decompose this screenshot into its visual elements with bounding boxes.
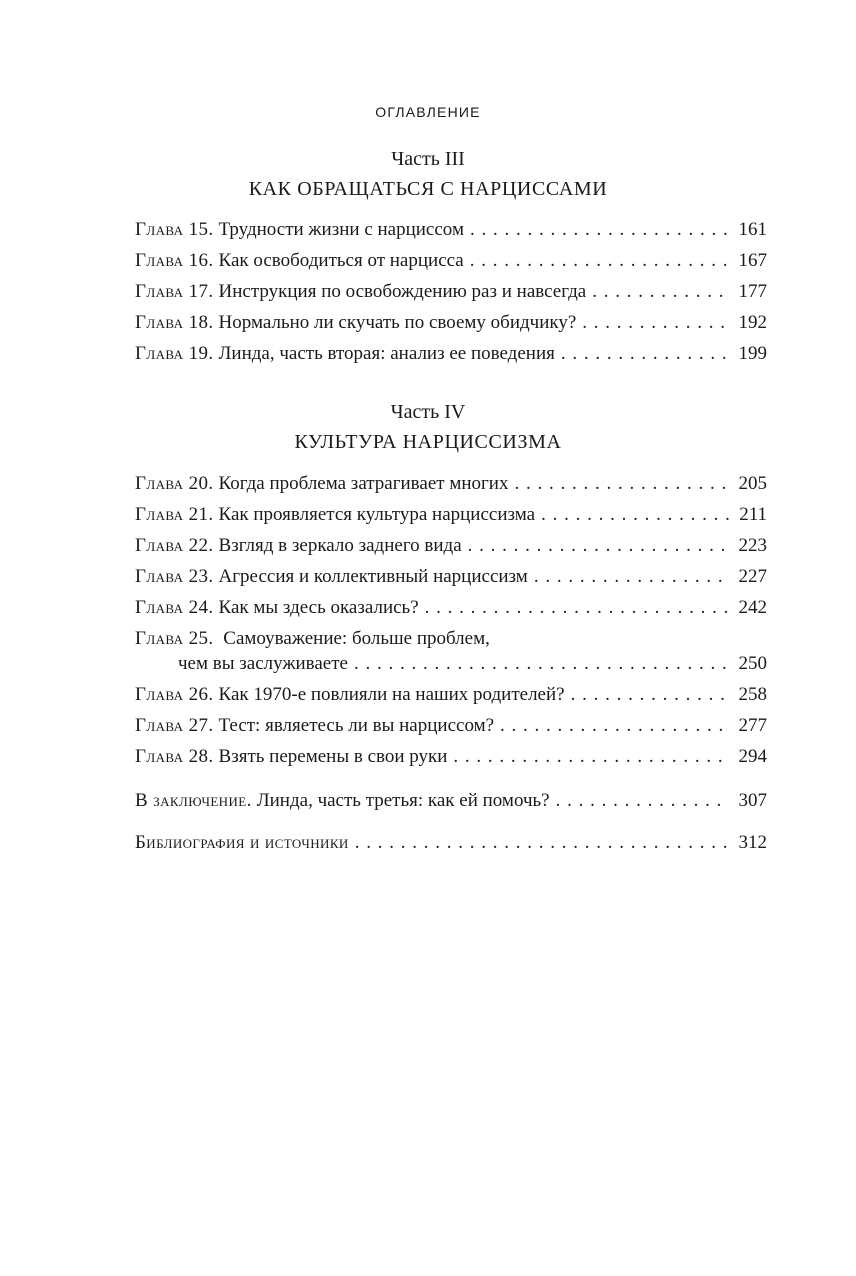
chapter-number: Глава 21.: [135, 504, 214, 525]
leader-dots: [508, 471, 728, 497]
page-number: 277: [738, 715, 767, 736]
toc-entry-chapter-25-line2[interactable]: [178, 651, 767, 677]
page-number: 177: [738, 281, 767, 302]
chapter-title: Инструкция по освобождению раз и навсегда: [218, 281, 587, 302]
chapter-number: Глава 27.: [135, 715, 214, 736]
part-4-title: КУЛЬТУРА НАРЦИССИЗМА: [294, 431, 562, 453]
leader-dots: [586, 279, 728, 305]
page-number: 167: [738, 250, 767, 271]
page-number: 294: [738, 746, 767, 767]
toc-entry-chapter-15[interactable]: [135, 217, 767, 243]
chapter-number: Глава 20.: [135, 473, 214, 494]
chapter-number: Глава 18.: [135, 312, 214, 333]
chapter-number: Глава 19.: [135, 343, 214, 364]
toc-entry-chapter-24[interactable]: [135, 595, 767, 621]
chapter-number: Глава 28.: [135, 746, 214, 767]
chapter-number: Глава 23.: [135, 566, 214, 587]
page-number: 161: [738, 219, 767, 240]
chapter-title: Трудности жизни с нарциссом: [218, 219, 464, 240]
chapter-number: Глава 24.: [135, 597, 214, 618]
toc-entry-chapter-27[interactable]: [135, 713, 767, 739]
toc-entry-chapter-20[interactable]: [135, 471, 767, 497]
chapter-number: Глава 26.: [135, 684, 214, 705]
chapter-number: Глава 17.: [135, 281, 214, 302]
page-number: 307: [738, 790, 767, 811]
chapter-title: Как проявляется культура нарциссизма: [218, 504, 536, 525]
chapter-title-continuation: чем вы заслуживаете: [178, 653, 348, 674]
leader-dots: [464, 248, 729, 274]
chapter-title: Взять перемены в свои руки: [218, 746, 448, 767]
chapter-title: Как мы здесь оказались?: [218, 597, 419, 618]
running-head: ОГЛАВЛЕНИЕ: [375, 104, 481, 120]
chapter-number: Глава 16.: [135, 250, 214, 271]
chapter-title: Когда проблема затрагивает многих: [218, 473, 509, 494]
leader-dots: [462, 533, 729, 559]
leader-dots: [565, 682, 729, 708]
page-number: 227: [738, 566, 767, 587]
toc-entry-bibliography[interactable]: [135, 830, 767, 856]
toc-entry-chapter-26[interactable]: [135, 682, 767, 708]
part-3-title: КАК ОБРАЩАТЬСЯ С НАРЦИССАМИ: [248, 178, 608, 200]
conclusion-title: Линда, часть третья: как ей помочь?: [256, 790, 550, 811]
chapter-title: Агрессия и коллективный нарциссизм: [218, 566, 528, 587]
chapter-title: Как освободиться от нарцисса: [218, 250, 464, 271]
chapter-title: Тест: являетесь ли вы нарциссом?: [218, 715, 495, 736]
leader-dots: [555, 341, 729, 367]
chapter-title: Нормально ли скучать по своему обидчику?: [218, 312, 577, 333]
bibliography-title: Библиография и источники: [135, 832, 349, 853]
conclusion-label: В заключение.: [135, 790, 252, 811]
toc-entry-chapter-21[interactable]: [135, 502, 767, 528]
toc-entry-chapter-25-line1[interactable]: [135, 626, 767, 652]
leader-dots: [447, 744, 728, 770]
toc-entry-chapter-18[interactable]: [135, 310, 767, 336]
chapter-title: Самоуважение: больше проблем,: [223, 628, 490, 649]
leader-dots: [464, 217, 729, 243]
page-number: 250: [738, 653, 767, 674]
leader-dots: [349, 830, 729, 856]
chapter-number: Глава 25.: [135, 628, 214, 649]
toc-entry-chapter-17[interactable]: [135, 279, 767, 305]
leader-dots: [576, 310, 728, 336]
page-number: 199: [738, 343, 767, 364]
chapter-title: Взгляд в зеркало заднего вида: [218, 535, 462, 556]
chapter-title: Как 1970-е повлияли на наших родителей?: [218, 684, 565, 705]
page-number: 205: [738, 473, 767, 494]
page-number: 223: [738, 535, 767, 556]
leader-dots: [494, 713, 728, 739]
toc-entry-chapter-28[interactable]: [135, 744, 767, 770]
part-4-label: Часть IV: [390, 401, 466, 423]
toc-entry-conclusion[interactable]: [135, 788, 767, 814]
leader-dots: [348, 651, 729, 677]
page-number: 211: [739, 504, 767, 525]
page-number: 242: [738, 597, 767, 618]
toc-entry-chapter-23[interactable]: [135, 564, 767, 590]
chapter-number: Глава 22.: [135, 535, 214, 556]
page-number: 192: [738, 312, 767, 333]
toc-entry-chapter-22[interactable]: [135, 533, 767, 559]
chapter-number: Глава 15.: [135, 219, 214, 240]
chapter-title: Линда, часть вторая: анализ ее поведения: [218, 343, 555, 364]
toc-entry-chapter-16[interactable]: [135, 248, 767, 274]
page-number: 258: [738, 684, 767, 705]
page-number: 312: [738, 832, 767, 853]
toc-entry-chapter-19[interactable]: [135, 341, 767, 367]
leader-dots: [535, 502, 729, 528]
leader-dots: [419, 595, 729, 621]
part-3-label: Часть III: [391, 148, 465, 170]
leader-dots: [550, 788, 729, 814]
leader-dots: [528, 564, 729, 590]
